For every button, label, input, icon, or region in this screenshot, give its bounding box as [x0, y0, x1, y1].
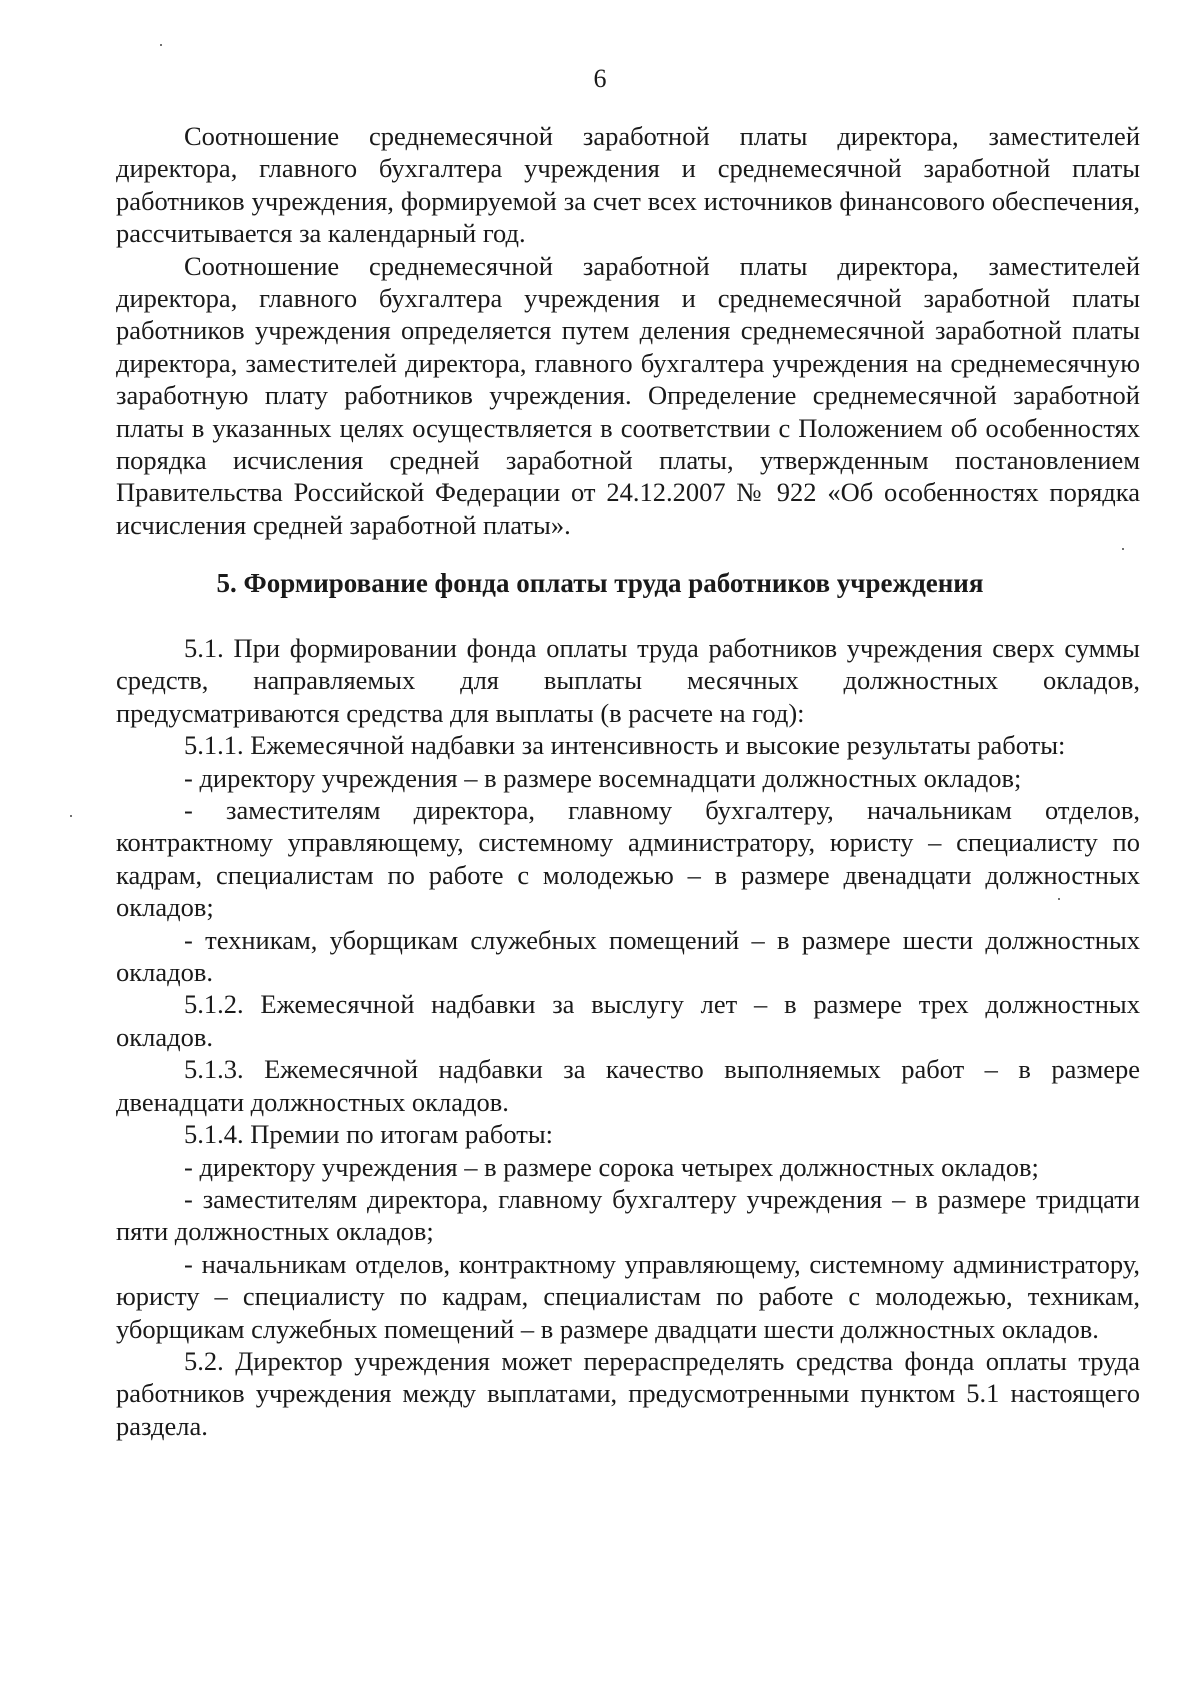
- paragraph: 5.1.4. Премии по итогам работы:: [184, 1119, 554, 1150]
- list-item: - начальникам отделов, контрактному управляющему, системному администратору, юристу – специалисту по кадрам, специалистам по работе с молодежью, техникам, уборщикам служебных помещений – в размере двадцати шести должностных окладов.: [116, 1248, 1140, 1344]
- scan-speck: [1122, 548, 1124, 550]
- scan-speck: [160, 44, 162, 46]
- list-item: - директору учреждения – в размере сорока четырех должностных окладов;: [184, 1151, 1039, 1182]
- list-item: - директору учреждения – в размере восемнадцати должностных окладов;: [184, 762, 1022, 793]
- intro-text: [116, 120, 1140, 541]
- list-item: - техникам, уборщикам служебных помещений – в размере шести должностных окладов.: [116, 924, 1140, 988]
- paragraph: 5.1.1. Ежемесячной надбавки за интенсивность и высокие результаты работы:: [184, 730, 1066, 761]
- paragraph: 5.1.2. Ежемесячной надбавки за выслугу лет – в размере трех должностных окладов.: [116, 989, 1140, 1052]
- page-number: 6: [593, 64, 607, 93]
- scan-speck: [70, 815, 72, 817]
- list-item: - заместителям директора, главному бухгалтеру учреждения – в размере тридцати пяти должностных окладов;: [116, 1183, 1140, 1247]
- paragraph: Соотношение среднемесячной заработной платы директора, заместителей директора, главного бухгалтера учреждения и среднемесячной заработной платы работников учреждения определяется путем деления среднемесячной заработной платы директора, заместителей директора, главного бухгалтера учреждения на среднемесячную заработную плату работников учреждения. Определение среднемесячной заработной платы в указанных целях осуществляется в соответствии с Положением об особенностях порядка исчисления средней заработной платы, утвержденным постановлением Правительства Российской Федерации от 24.12.2007 № 922 «Об особенностях порядка исчисления средней заработной платы».: [116, 250, 1140, 540]
- paragraph: 5.1.3. Ежемесячной надбавки за качество выполняемых работ – в размере двенадцати должностных окладов.: [116, 1054, 1140, 1117]
- section-heading: 5. Формирование фонда оплаты труда работников учреждения: [216, 568, 984, 598]
- paragraph: Соотношение среднемесячной заработной платы директора, заместителей директора, главного бухгалтера учреждения и среднемесячной заработной платы работников учреждения, формируемой за счет всех источников финансового обеспечения, рассчитывается за календарный год.: [116, 121, 1140, 249]
- list-item: - заместителям директора, главному бухгалтеру, начальникам отделов, контрактному управляющему, системному администратору, юристу – специалисту по кадрам, специалистам по работе с молодежью – в размере двенадцати должностных окладов;: [116, 795, 1140, 923]
- paragraph: 5.1. При формировании фонда оплаты труда работников учреждения сверх суммы средств, направляемых для выплаты месячных должностных окладов, предусматриваются средства для выплаты (в расчете на год):: [116, 633, 1140, 728]
- section-text: [116, 632, 1140, 1442]
- paragraph: 5.2. Директор учреждения может перераспределять средства фонда оплаты труда работников учреждения между выплатами, предусмотренными пунктом 5.1 настоящего раздела.: [116, 1345, 1140, 1441]
